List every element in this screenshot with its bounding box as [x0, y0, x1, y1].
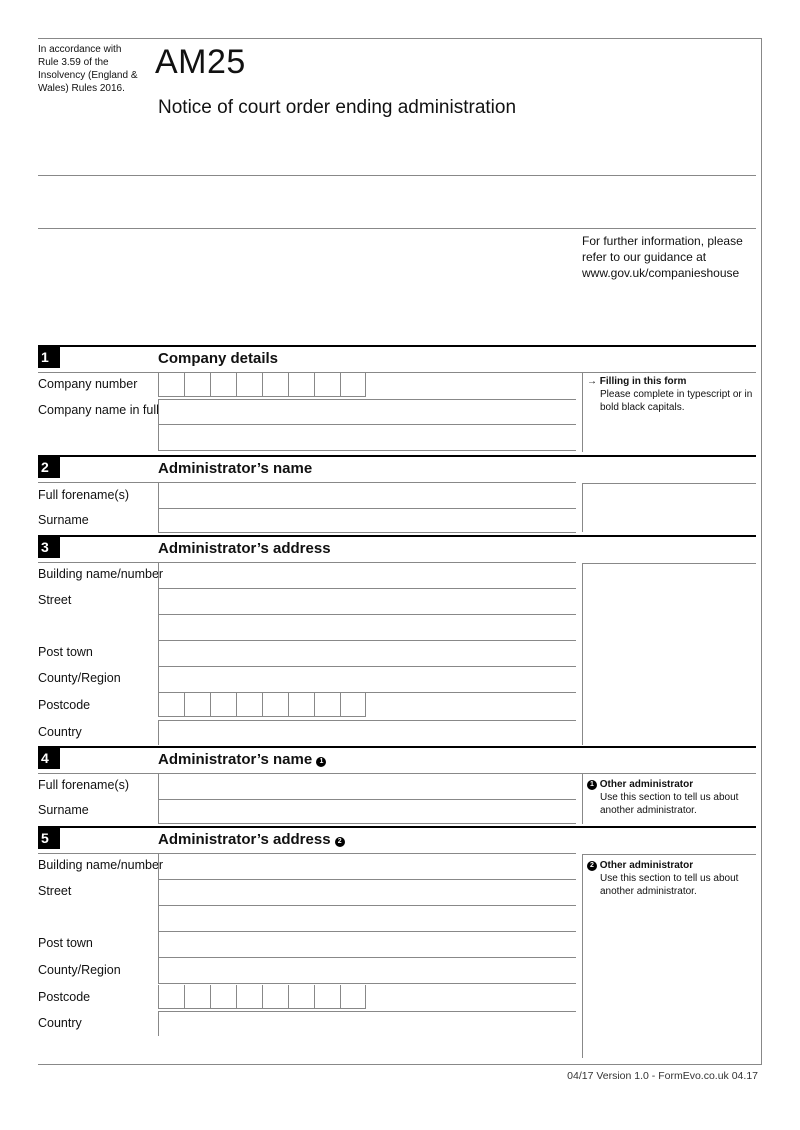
- form-title: Notice of court order ending administration: [158, 97, 517, 118]
- footnote-marker-2: 2: [335, 837, 345, 847]
- bottom-border: [38, 1064, 762, 1065]
- postcode-char[interactable]: [262, 693, 288, 717]
- section-2-side-panel: [582, 483, 756, 532]
- section-1-bar: [38, 345, 756, 347]
- postcode-char[interactable]: [184, 985, 210, 1009]
- section-4-number: 4: [38, 748, 60, 769]
- section-3-bar: [38, 535, 756, 537]
- section-4-side-panel: [582, 774, 756, 824]
- section-5-number: 5: [38, 828, 60, 849]
- postcode-char[interactable]: [314, 985, 340, 1009]
- postcode-label-5: Postcode: [38, 990, 91, 1004]
- company-number-boxes[interactable]: [158, 373, 366, 397]
- other-admin-note-body-2: Use this section to tell us about another administrator.: [600, 873, 739, 897]
- company-number-digit[interactable]: [314, 373, 340, 397]
- post-town-label-3: Post town: [38, 645, 93, 659]
- section-4-bar: [38, 746, 756, 748]
- surname-field-2[interactable]: [158, 509, 576, 533]
- section-2-title: Administrator’s name: [158, 460, 313, 477]
- forename-field-4[interactable]: [158, 774, 576, 800]
- guidance-note: For further information, please refer to our guidance at www.gov.uk/companieshouse: [582, 234, 743, 280]
- forename-label-2: Full forename(s): [38, 488, 129, 502]
- company-number-digit[interactable]: [210, 373, 236, 397]
- postcode-char[interactable]: [262, 985, 288, 1009]
- forename-label-4: Full forename(s): [38, 778, 129, 792]
- county-field-3[interactable]: [158, 667, 576, 693]
- other-admin-note-body-1: Use this section to tell us about another administrator.: [600, 792, 739, 816]
- right-border: [761, 38, 762, 1064]
- top-border: [38, 38, 762, 39]
- street-field-5[interactable]: [158, 880, 576, 906]
- section-5-title: Administrator’s address 2: [158, 831, 345, 848]
- company-name-field[interactable]: [158, 399, 576, 425]
- company-number-digit[interactable]: [158, 373, 184, 397]
- company-number-digit[interactable]: [236, 373, 262, 397]
- post-town-field-5[interactable]: [158, 932, 576, 958]
- county-field-5[interactable]: [158, 958, 576, 984]
- section-5-side-panel: [582, 854, 756, 1058]
- building-field-3[interactable]: [158, 563, 576, 589]
- street-field-5-line2[interactable]: [158, 906, 576, 932]
- country-field-3[interactable]: [158, 721, 576, 745]
- company-name-label: Company name in full: [38, 403, 159, 417]
- postcode-char[interactable]: [236, 693, 262, 717]
- postcode-char[interactable]: [288, 693, 314, 717]
- surname-field-4[interactable]: [158, 800, 576, 824]
- company-number-label: Company number: [38, 377, 138, 391]
- other-admin-note-title-1: Other administrator: [599, 779, 694, 790]
- company-number-digit[interactable]: [340, 373, 366, 397]
- postcode-char[interactable]: [158, 985, 184, 1009]
- building-field-5[interactable]: [158, 854, 576, 880]
- section-4-title: Administrator’s name 1: [158, 751, 326, 768]
- street-field-3[interactable]: [158, 589, 576, 615]
- postcode-boxes-3[interactable]: [158, 693, 366, 717]
- section-1-title: Company details: [158, 350, 279, 367]
- postcode-char[interactable]: [340, 985, 366, 1009]
- header-divider-2: [38, 228, 756, 229]
- country-label-3: Country: [38, 725, 82, 739]
- postcode-label-3: Postcode: [38, 698, 91, 712]
- other-admin-note-title-2: Other administrator: [599, 860, 694, 871]
- section-5-bar: [38, 826, 756, 828]
- section-3-number: 3: [38, 537, 60, 558]
- footnote-marker-2-note: 2: [587, 861, 597, 871]
- section-1-side-panel: [582, 372, 756, 452]
- street-field-3-line2[interactable]: [158, 615, 576, 641]
- section-1-number: 1: [38, 347, 60, 368]
- postcode-char[interactable]: [210, 693, 236, 717]
- building-label-3: Building name/number: [38, 567, 164, 581]
- filling-note-title: Filling in this form: [599, 376, 687, 387]
- country-label-5: Country: [38, 1016, 82, 1030]
- forename-field-2[interactable]: [158, 483, 576, 509]
- header-divider-1: [38, 175, 756, 176]
- filling-note-body: Please complete in typescript or in bold black capitals.: [600, 389, 753, 413]
- street-label-5: Street: [38, 884, 72, 898]
- surname-label-2: Surname: [38, 513, 89, 527]
- company-number-digit[interactable]: [262, 373, 288, 397]
- footnote-marker-1: 1: [316, 757, 326, 767]
- postcode-char[interactable]: [184, 693, 210, 717]
- postcode-char[interactable]: [340, 693, 366, 717]
- post-town-label-5: Post town: [38, 936, 93, 950]
- postcode-char[interactable]: [158, 693, 184, 717]
- rule-note: In accordance with Rule 3.59 of the Insolvency (England & Wales) Rules 2016.: [38, 44, 138, 94]
- section-2-bar: [38, 455, 756, 457]
- footer-version: 04/17 Version 1.0 - FormEvo.co.uk 04.17: [567, 1070, 758, 1082]
- county-label-5: County/Region: [38, 963, 121, 977]
- building-label-5: Building name/number: [38, 858, 164, 872]
- postcode-char[interactable]: [314, 693, 340, 717]
- postcode-boxes-5[interactable]: [158, 985, 366, 1009]
- form-code: AM25: [155, 43, 246, 81]
- post-town-field-3[interactable]: [158, 641, 576, 667]
- postcode-char[interactable]: [236, 985, 262, 1009]
- arrow-right-icon: →: [587, 376, 597, 387]
- section-3-side-panel: [582, 563, 756, 745]
- footnote-marker-1-note: 1: [587, 780, 597, 790]
- postcode-char[interactable]: [288, 985, 314, 1009]
- company-number-digit[interactable]: [184, 373, 210, 397]
- company-number-digit[interactable]: [288, 373, 314, 397]
- section-2-number: 2: [38, 457, 60, 478]
- country-field-5[interactable]: [158, 1012, 576, 1036]
- company-name-field-line2[interactable]: [158, 425, 576, 451]
- section-3-title: Administrator’s address: [158, 540, 331, 557]
- postcode-char[interactable]: [210, 985, 236, 1009]
- surname-label-4: Surname: [38, 803, 89, 817]
- county-label-3: County/Region: [38, 671, 121, 685]
- street-label-3: Street: [38, 593, 72, 607]
